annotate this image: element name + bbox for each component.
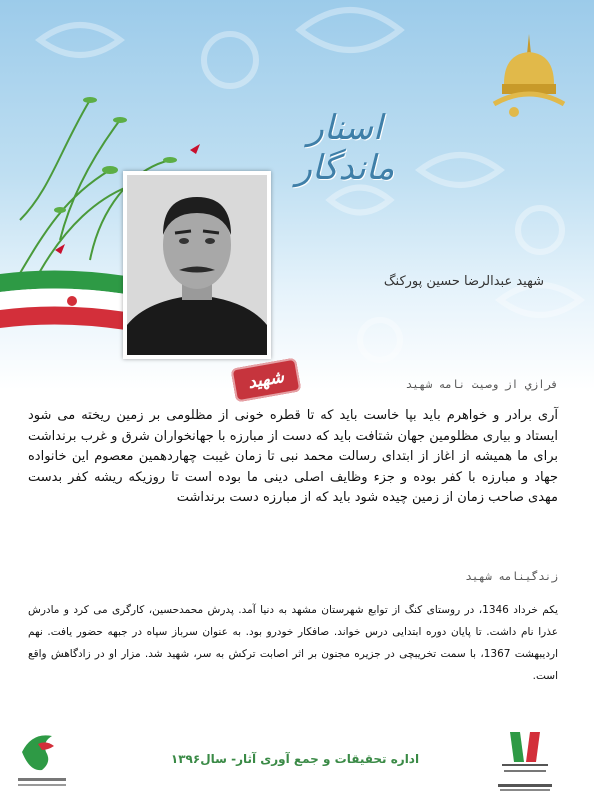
- martyr-name: شهید عبدالرضا حسین پورکنگ: [383, 274, 544, 289]
- martyr-stamp: شهید: [231, 358, 302, 403]
- dove-logo-icon: [12, 722, 72, 792]
- shrine-dome-icon: [484, 24, 574, 124]
- martyr-photo: [123, 171, 271, 359]
- iran-flag-icon: [0, 268, 126, 334]
- footer-text: اداره تحقیقات و جمع آوری آثار- سال۱۳۹۶: [170, 752, 420, 766]
- biography-title: زندگینامه شهید: [465, 570, 558, 583]
- header-background: [0, 0, 594, 390]
- will-title: فرازي از وصيت نامه شهيد: [405, 378, 558, 391]
- will-text: آری برادر و خواهرم باید بپا خاست باید که تا قطره خونی از مظلومی بر زمین ریخته می شود ایستاد و بیاری مظلومین جهان شتافت باید که دست از مبارزه با جهانخواران شرق و غرب برنداشت برای ما همیشه از اغاز از ابتدای رسالت محمد نبی تا زمان غیبت چهاردهمین معصوم این خانواده جهاد و مبارزه با کفر بوده و جزء وظایف اصلی دینی ما بوده است تا روزیکه ریشه کفر بدست مهدی صاحب زمان از زمین چیده شود باید که از مبارزه دست برنداشت: [28, 408, 558, 506]
- foundation-logo-icon: [490, 728, 560, 794]
- biography-text: یکم خرداد 1346، در روستای کنگ از توابع شهرستان مشهد به دنیا آمد. پدرش محمدحسین، کارگری می کرد و مادرش عذرا نام داشت. تا پایان دوره ابتدایی درس خواند. صافکار خودرو بود. به عنوان سرباز سپاه در جبهه حضور یافت. نهم اردیبهشت 1367، با سمت تخریبچی در جزیره مجنون بر اثر اصابت ترکش به سر، شهید شد. مزار او در زادگاهش واقع است.: [28, 604, 558, 682]
- page-heading: اسنار ماندگار: [295, 108, 395, 188]
